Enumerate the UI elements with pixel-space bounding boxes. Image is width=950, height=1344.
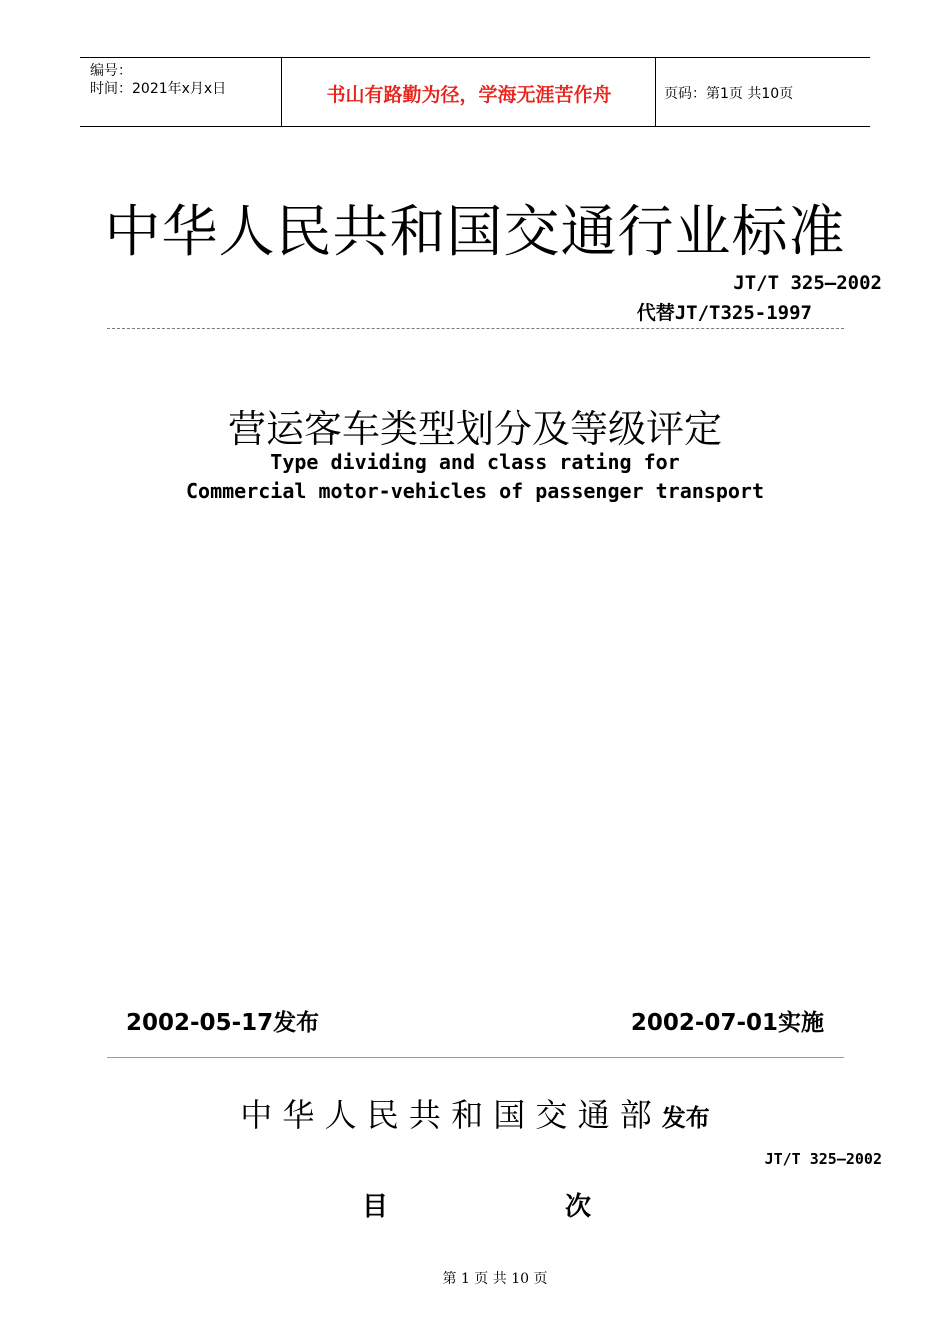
toc-heading-char1: 目 [362,1192,389,1222]
main-title: 中华人民共和国交通行业标准 [104,200,846,265]
standard-number-small: JT/T 325—2002 [764,1150,882,1168]
dashed-divider [107,328,844,329]
header-meta [90,62,226,98]
document-title-cn: 营运客车类型划分及等级评定 [227,407,722,451]
issue-date: 2002-05-17发布 [126,1010,320,1036]
number-label: 编号： [90,63,132,79]
effective-date: 2002-07-01实施 [630,1010,824,1036]
header-page-label: 页码：第1页 共10页 [664,86,794,102]
header-motto: 书山有路勤为径，学海无涯苦作舟 [326,84,612,106]
document-title-en-line1: Type dividing and class rating for [270,450,680,474]
document-title-en-line2: Commercial motor-vehicles of passenger transport [186,479,764,503]
time-label: 时间：2021年x月x日 [90,81,227,97]
page-footer: 第 1 页 共 10 页 [442,1271,548,1287]
toc-heading-char2: 次 [565,1192,592,1222]
issuing-ministry [0,1090,950,1136]
standard-number: JT/T 325—2002 [733,272,882,294]
header-table [80,57,870,127]
ministry-publish: 发布 [661,1104,710,1132]
header-divider [655,58,656,126]
replaces-standard: 代替JT/T325-1997 [636,302,812,324]
ministry-name: 中 华 人 民 共 和 国 交 通 部 [240,1096,652,1134]
solid-divider [107,1057,844,1058]
